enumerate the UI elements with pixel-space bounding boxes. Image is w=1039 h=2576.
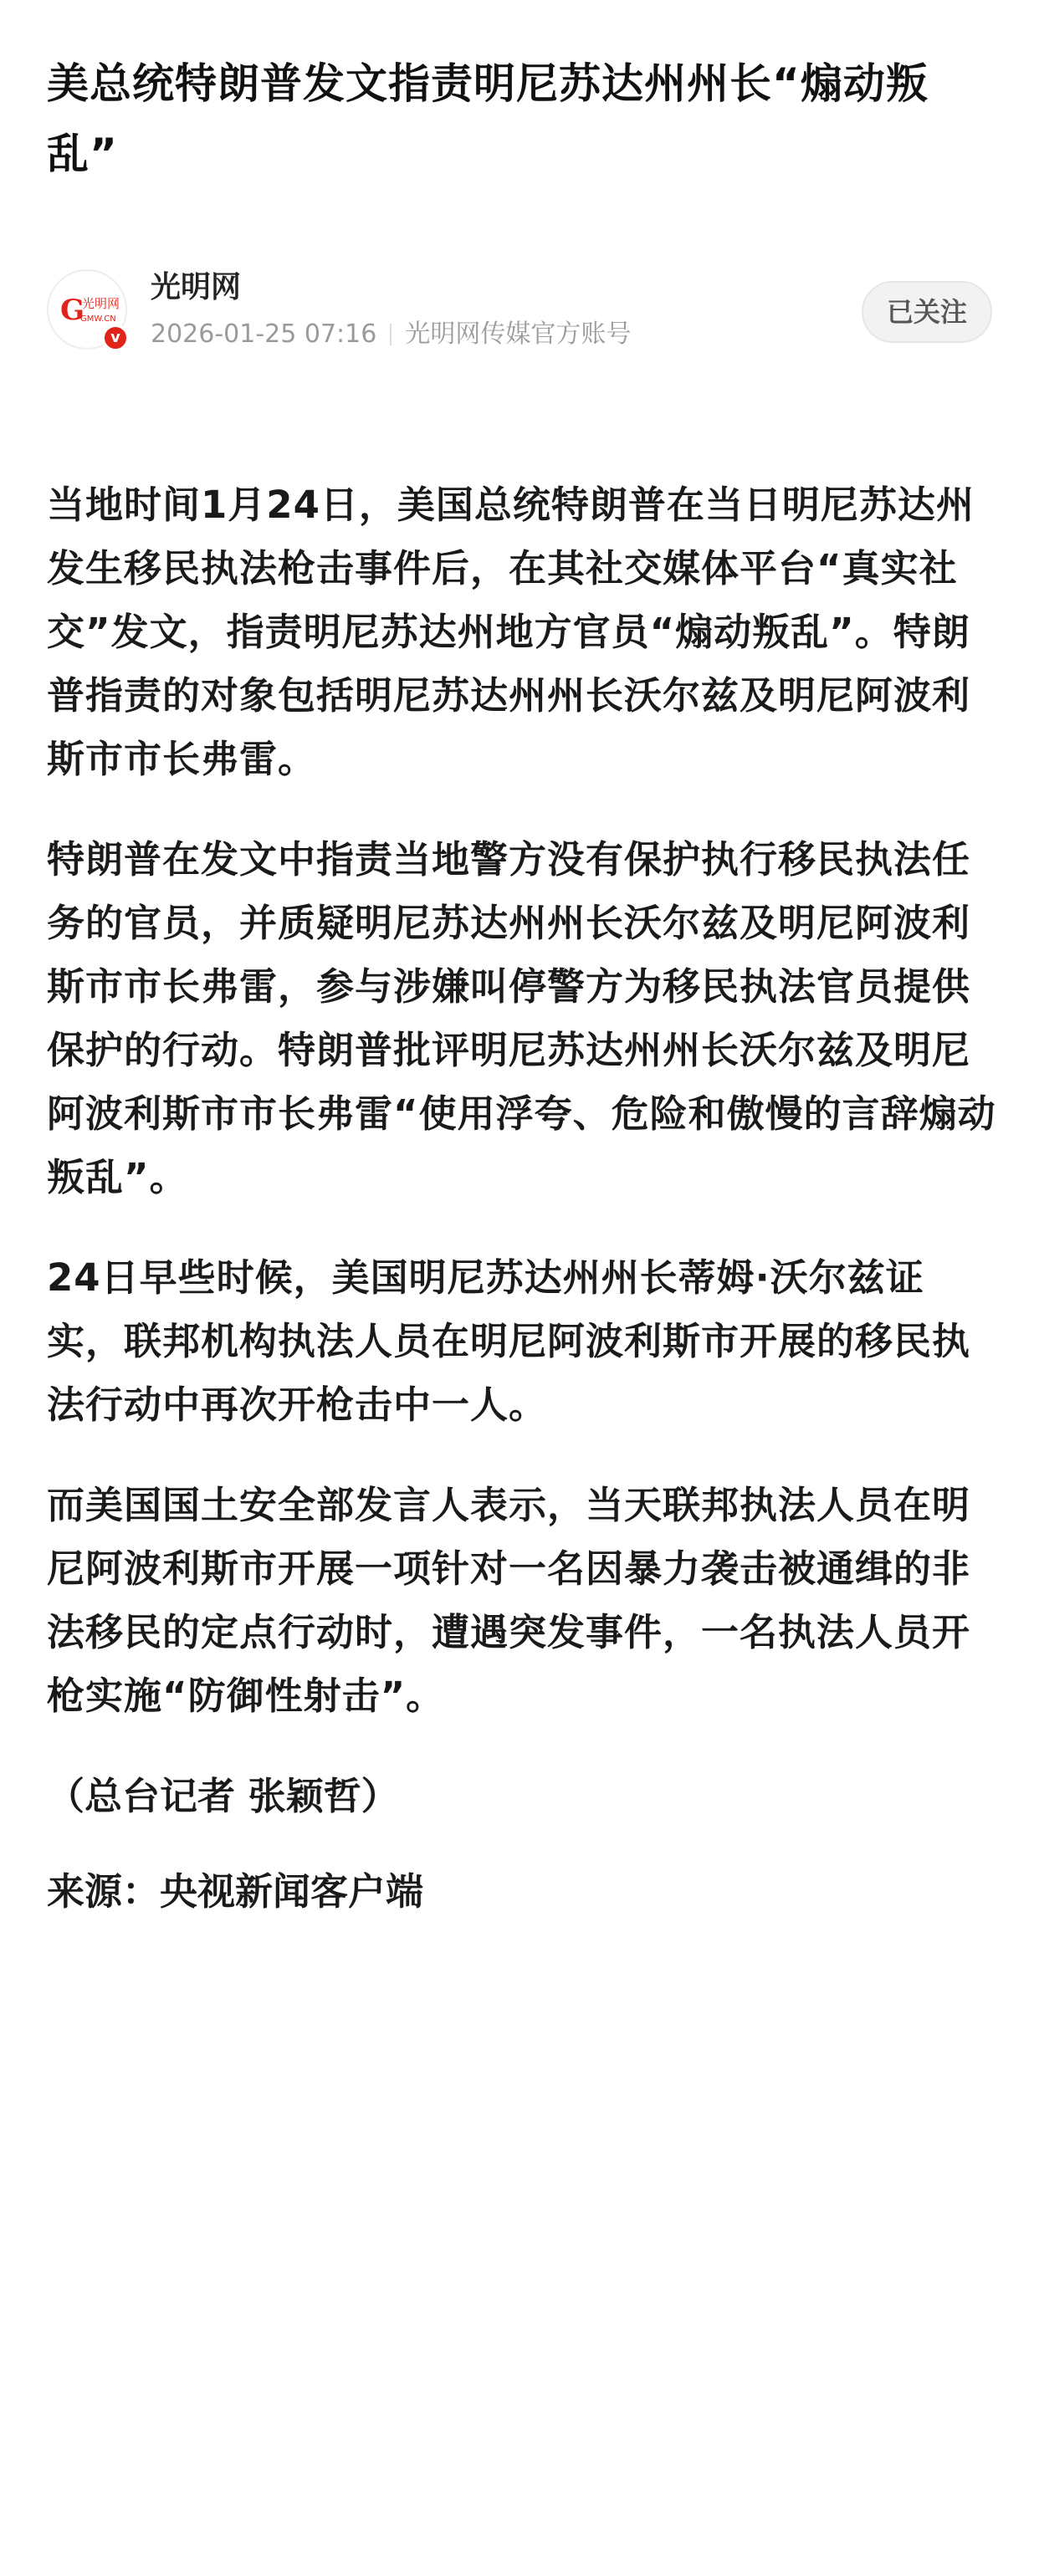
article-paragraph: 当地时间1月24日，美国总统特朗普在当日明尼苏达州发生移民执法枪击事件后，在其社交媒体平台“真实社交”发文，指责明尼苏达州地方官员“煽动叛乱”。特朗普指责的对象包括明尼苏达州州长沃尔兹及明尼阿波利斯市市长弗雷。 xyxy=(47,483,975,781)
verified-badge-icon: v xyxy=(102,325,129,351)
author-name[interactable]: 光明网 xyxy=(151,270,242,304)
article-meta xyxy=(151,318,631,351)
svg-text:G: G xyxy=(60,294,85,327)
article-body xyxy=(47,473,997,1924)
article-paragraph: 特朗普在发文中指责当地警方没有保护执行移民执法任务的官员，并质疑明尼苏达州州长沃尔兹及明尼阿波利斯市市长弗雷，参与涉嫌叫停警方为移民执法官员提供保护的行动。特朗普批评明尼苏达州州长沃尔兹及明尼阿波利斯市市长弗雷“使用浮夸、危险和傲慢的言辞煽动叛乱”。 xyxy=(47,837,996,1199)
account-type-label: 光明网传媒官方账号 xyxy=(405,319,632,349)
article-paragraph: 而美国国土安全部发言人表示，当天联邦执法人员在明尼阿波利斯市开展一项针对一名因暴力袭击被通缉的非法移民的定点行动时，遭遇突发事件，一名执法人员开枪实施“防御性射击”。 xyxy=(47,1483,971,1718)
article-paragraph: 24日早些时候，美国明尼苏达州州长蒂姆·沃尔兹证实，联邦机构执法人员在明尼阿波利斯市开展的移民执法行动中再次开枪击中一人。 xyxy=(47,1255,971,1427)
svg-text:GMW.CN: GMW.CN xyxy=(80,314,116,324)
meta-divider xyxy=(390,324,392,345)
author-bar xyxy=(47,266,992,358)
svg-text:光明网: 光明网 xyxy=(82,296,120,311)
publish-date: 2026-01-25 07:16 xyxy=(151,319,377,349)
article-source: 来源：央视新闻客户端 xyxy=(47,1869,424,1914)
reporter-credit: （总台记者 张颖哲） xyxy=(47,1774,399,1818)
article-title: 美总统特朗普发文指责明尼苏达州州长“煽动叛乱” xyxy=(47,59,929,178)
follow-button[interactable]: 已关注 xyxy=(862,281,992,343)
